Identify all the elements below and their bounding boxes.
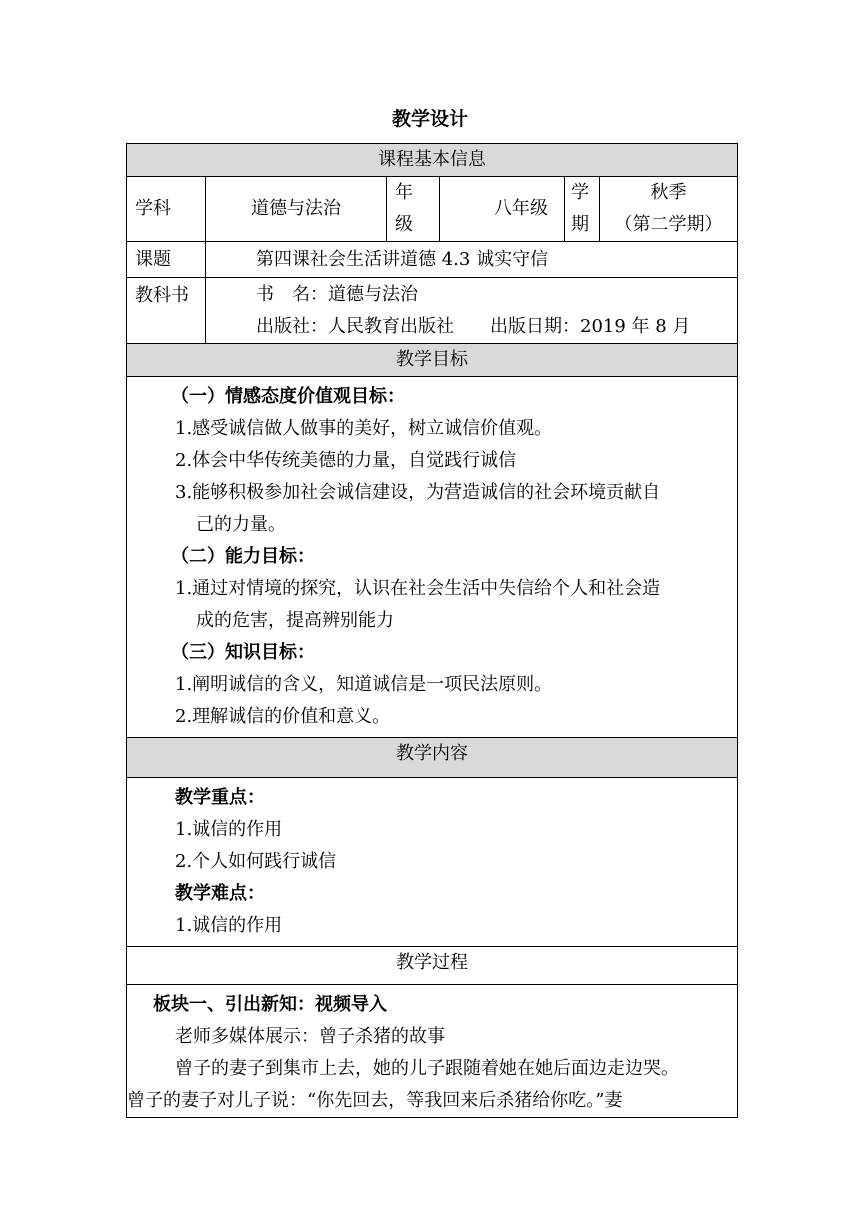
section-header-process: 教学过程	[127, 947, 738, 985]
term-label: 学 期	[565, 177, 600, 242]
document-title: 教学设计	[391, 108, 468, 130]
goals-content	[127, 377, 738, 738]
knowledge-item: 1.阐明诚信的含义，知道诚信是一项民法原则。	[175, 674, 553, 695]
textbook-name: 书 名：道德与法治	[256, 283, 418, 305]
ability-item: 1.通过对情境的探究，认识在社会生活中失信给个人和社会造	[175, 578, 661, 599]
section-header-goals: 教学目标	[127, 344, 738, 377]
term-value: 秋季 （第二学期）	[600, 177, 738, 242]
topic-value: 第四课社会生活讲道德 4.3 诚实守信	[206, 242, 738, 278]
textbook-label: 教科书	[127, 278, 206, 344]
goal-item: 1.感受诚信做人做事的美好，树立诚信价值观。	[175, 418, 553, 439]
topic-label: 课题	[127, 242, 206, 278]
subject-value: 道德与法治	[206, 177, 387, 242]
textbook-publisher: 出版社：人民教育出版社 出版日期：2019 年 8 月	[256, 315, 691, 337]
key-point-item: 2.个人如何践行诚信	[175, 851, 337, 872]
ability-item-continued: 成的危害，提高辨别能力	[196, 610, 394, 631]
lesson-plan-table	[126, 143, 738, 1118]
textbook-info	[206, 278, 738, 344]
block-1-title: 板块一、引出新知：视频导入	[153, 994, 387, 1015]
process-paragraph: 曾子的妻子对儿子说：“你先回去，等我回来后杀猪给你吃。”妻	[127, 1090, 623, 1111]
grade-value: 八年级	[440, 177, 565, 242]
goal-heading-2: （二）能力目标：	[171, 546, 315, 567]
goal-heading-1: （一）情感态度价值观目标：	[171, 386, 405, 407]
key-points-title: 教学重点：	[175, 787, 265, 808]
goal-item-continued: 己的力量。	[196, 514, 286, 535]
goal-item: 3.能够积极参加社会诚信建设，为营造诚信的社会环境贡献自	[175, 482, 661, 503]
section-header-basic-info: 课程基本信息	[127, 144, 738, 177]
process-paragraph: 老师多媒体展示：曾子杀猪的故事	[175, 1026, 445, 1047]
goal-heading-3: （三）知识目标：	[171, 642, 315, 663]
subject-label: 学科	[127, 177, 206, 242]
process-paragraph: 曾子的妻子到集市上去，她的儿子跟随着她在她后面边走边哭。	[175, 1058, 679, 1079]
difficulty-item: 1.诚信的作用	[175, 915, 283, 936]
key-point-item: 1.诚信的作用	[175, 819, 283, 840]
difficulties-title: 教学难点：	[175, 883, 265, 904]
goal-item: 2.体会中华传统美德的力量，自觉践行诚信	[175, 450, 517, 471]
teaching-content	[127, 778, 738, 947]
process-content	[127, 985, 738, 1118]
knowledge-item: 2.理解诚信的价值和意义。	[175, 706, 391, 727]
grade-label: 年 级	[387, 177, 440, 242]
section-header-content: 教学内容	[127, 738, 738, 778]
